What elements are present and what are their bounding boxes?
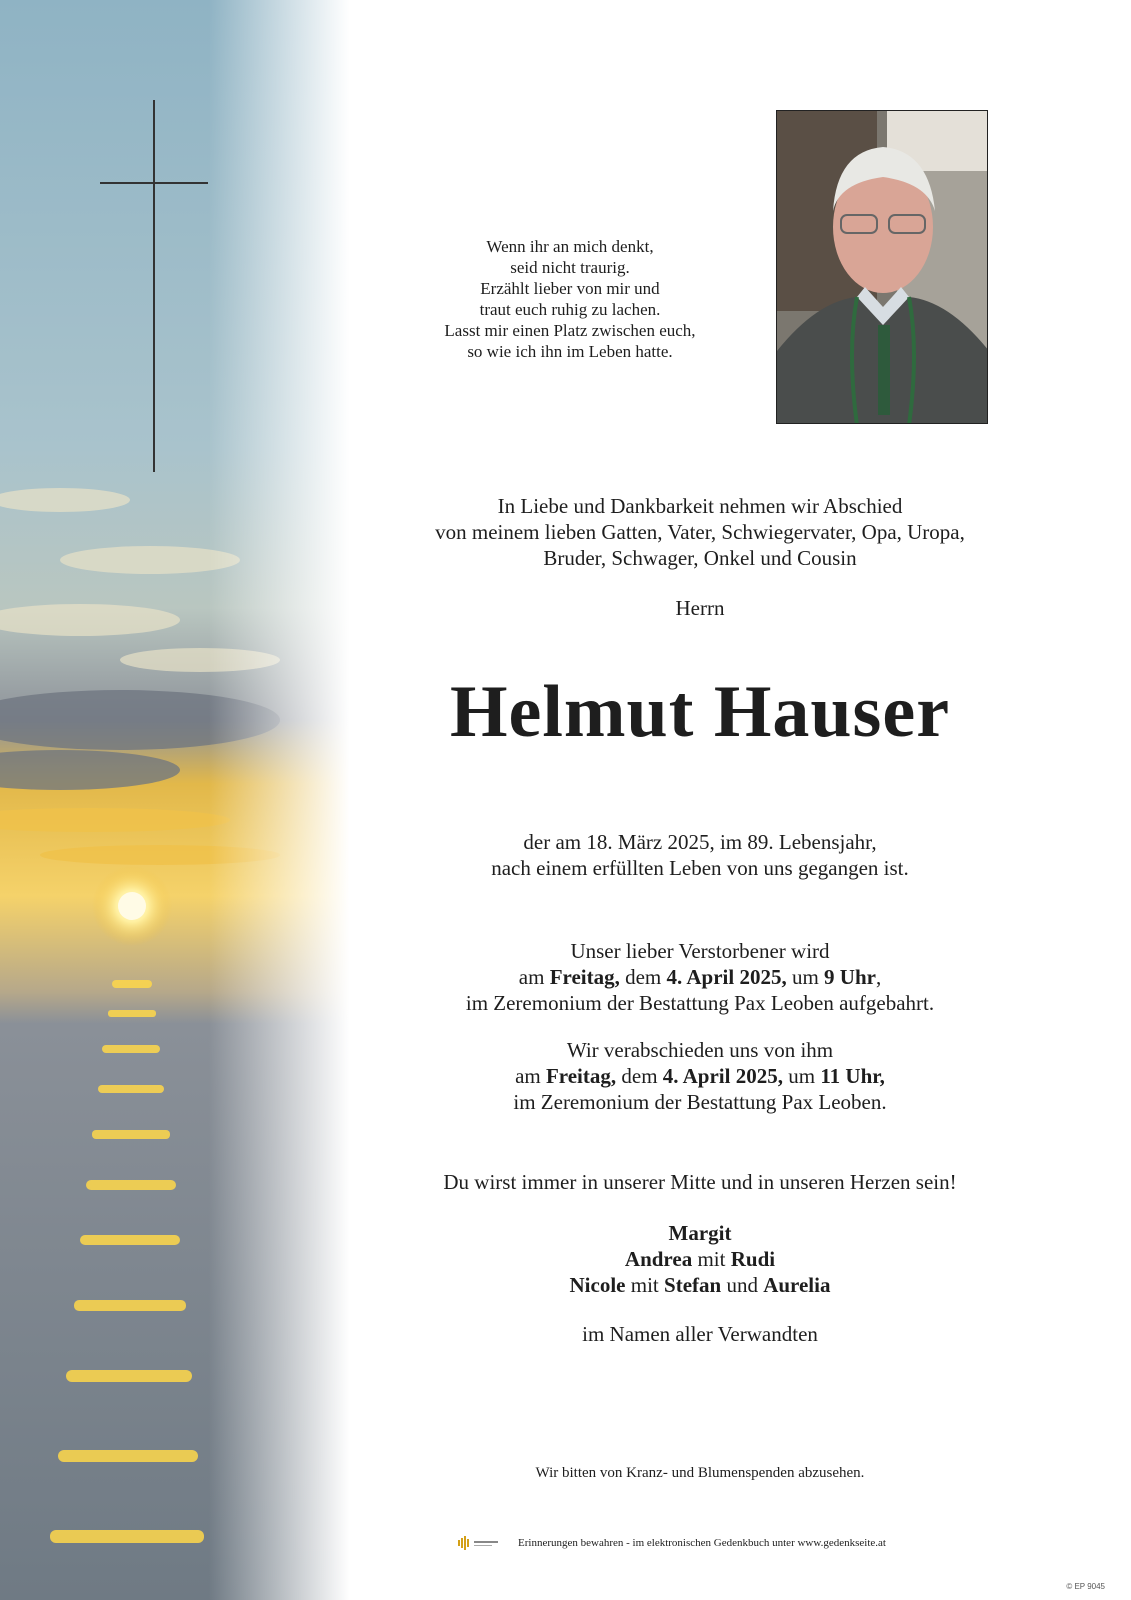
- viewing-info: [400, 938, 1000, 1016]
- poem: [400, 236, 740, 362]
- footer: [458, 1536, 958, 1550]
- funeral-line-2: am Freitag, dem 4. April 2025, um 11 Uhr,: [515, 1064, 885, 1088]
- death-line: nach einem erfüllten Leben von uns gegangen ist.: [491, 856, 909, 880]
- family-line-3: Nicole mit Stefan und Aurelia: [569, 1273, 831, 1297]
- portrait-photo: [776, 110, 988, 424]
- funeral-line-1: Wir verabschieden uns von ihm: [566, 1038, 834, 1062]
- poem-line: so wie ich ihn im Leben hatte.: [467, 342, 673, 361]
- viewing-line-1: Unser lieber Verstorbener wird: [570, 939, 830, 963]
- relatives-text: im Namen aller Verwandten: [582, 1322, 818, 1346]
- intro-line: In Liebe und Dankbarkeit nehmen wir Abschied: [497, 494, 903, 518]
- poem-line: Wenn ihr an mich denkt,: [486, 237, 654, 256]
- poem-line: Erzählt lieber von mir und: [480, 279, 660, 298]
- print-code: © EP 9045: [1066, 1582, 1105, 1591]
- family-line-2: Andrea mit Rudi: [624, 1247, 776, 1271]
- poem-line: seid nicht traurig.: [510, 258, 630, 277]
- farewell-text: Du wirst immer in unserer Mitte und in unseren Herzen sein!: [443, 1170, 957, 1194]
- memorial-logo-icon: [458, 1536, 500, 1550]
- salutation: Herrn: [675, 596, 725, 620]
- intro-line: Bruder, Schwager, Onkel und Cousin: [543, 546, 857, 570]
- intro-text: [400, 493, 1000, 571]
- footer-text: Erinnerungen bewahren - im elektronischen Gedenkbuch unter www.gedenkseite.at: [518, 1537, 886, 1549]
- deceased-name: Helmut Hauser: [449, 671, 951, 753]
- death-line: der am 18. März 2025, im 89. Lebensjahr,: [523, 830, 877, 854]
- cross-icon: [100, 100, 208, 472]
- poem-line: traut euch ruhig zu lachen.: [479, 300, 661, 319]
- family-names: [400, 1220, 1000, 1298]
- family-line-1: Margit: [668, 1221, 732, 1245]
- no-flowers-note: Wir bitten von Kranz- und Blumenspenden abzusehen.: [535, 1465, 865, 1481]
- viewing-line-3: im Zeremonium der Bestattung Pax Leoben aufgebahrt.: [465, 991, 935, 1015]
- intro-line: von meinem lieben Gatten, Vater, Schwiegervater, Opa, Uropa,: [435, 520, 965, 544]
- funeral-info: [400, 1037, 1000, 1115]
- funeral-line-3: im Zeremonium der Bestattung Pax Leoben.: [513, 1090, 887, 1114]
- death-notice: [400, 829, 1000, 881]
- poem-line: Lasst mir einen Platz zwischen euch,: [444, 321, 696, 340]
- viewing-line-2: am Freitag, dem 4. April 2025, um 9 Uhr,: [518, 965, 882, 989]
